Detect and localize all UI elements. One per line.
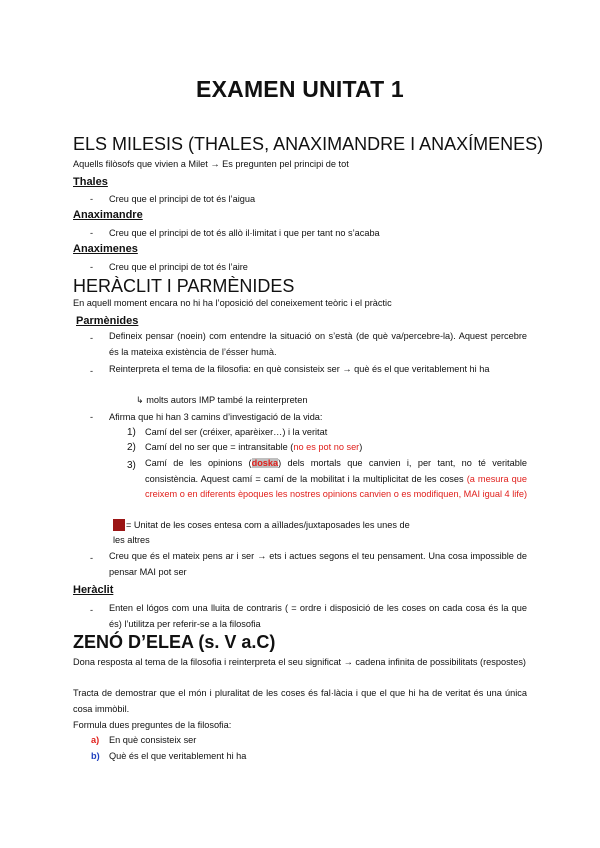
cami-1: Camí del ser (créixer, aparèixer…) i la veritat: [145, 427, 328, 437]
parmenides-point-2-note: ↳ molts autors IMP també la reinterpreten: [136, 395, 308, 405]
cami-3-number: 3): [127, 460, 136, 471]
question-a-label: a): [91, 735, 100, 745]
page-title: EXAMEN UNITAT 1: [196, 76, 404, 102]
cami-2-text: Camí del no ser que = intransitable (: [145, 442, 294, 452]
heraclit-label: Heràclit: [73, 584, 114, 596]
anaximandre-label: Anaximandre: [73, 209, 143, 221]
milesis-intro: Aquells filòsofs que vivien a Milet → Es pregunten pel principi de tot: [73, 159, 349, 169]
cami-2-red: no es pot no ser: [293, 442, 360, 452]
heading-heraclit-parmenides: HERÀCLIT I PARMÈNIDES: [73, 276, 295, 296]
heading-milesis: ELS MILESIS (THALES, ANAXIMANDRE I ANAXÍMENES): [73, 134, 544, 154]
legend-line-1: = Unitat de les coses entesa com a aïllades/juxtaposades les unes de: [126, 520, 410, 530]
thales-item: Creu que el principi de tot és l’aigua: [109, 194, 256, 204]
parmenides-point-1: Defineix pensar (noein) com entendre la situació on s’està (de què va/percebre-la). Aquest percebre és la mateixa existència de l’ésser humà.: [109, 331, 527, 357]
parmenides-point-3: Afirma que hi han 3 camins d’investigació de la vida:: [109, 412, 323, 422]
heading-zeno: ZENÓ D’ELEA (s. V a.C): [73, 632, 276, 652]
anaximenes-label: Anaximenes: [73, 243, 138, 255]
parmenides-point-2: Reinterpreta el tema de la filosofia: en què consisteix ser → què és el que veritablement hi ha: [109, 364, 490, 374]
bullet-dash: -: [90, 228, 94, 238]
bullet-dash: -: [90, 262, 94, 272]
heraclit-point-1: Enten el lógos com una lluita de contraris ( = ordre i disposició de les coses on cada cosa és la que és) l’utilitza per referir-se a la filosofia: [109, 603, 527, 629]
question-b: Què és el que veritablement hi ha: [109, 751, 247, 761]
color-marker-square: [113, 519, 125, 531]
bullet-dash: -: [90, 553, 94, 563]
zeno-paragraph-2: Tracta de demostrar que el món i pluralitat de les coses és fal·làcia i que el que hi ha de veritat és una única cosa immòbil.: [73, 688, 527, 714]
legend-line-2: les altres: [113, 535, 150, 545]
cami-2-number: 2): [127, 442, 136, 453]
bullet-dash: -: [90, 605, 94, 615]
anaximandre-item: Creu que el principi de tot és allò il·limitat i que per tant no s’acaba: [109, 228, 380, 238]
cami-2: [145, 441, 362, 454]
question-b-label: b): [91, 751, 100, 761]
heraclit-parmenides-intro: En aquell moment encara no hi ha l’oposició del coneixement teòric i el pràctic: [73, 298, 392, 308]
cami-3-text-b: ) dels mortals que canvien i, per tant, no té veritable consistència. Aquest camí = camí de la mobilitat i la multiplicitat de les coses: [145, 458, 527, 484]
bullet-dash: -: [90, 194, 94, 204]
anaximenes-item: Creu que el principi de tot és l’aire: [109, 262, 248, 272]
cami-1-number: 1): [127, 427, 136, 438]
cami-2-end: ): [359, 442, 363, 452]
cami-3: [145, 456, 527, 503]
thales-label: Thales: [73, 176, 108, 188]
bullet-dash: -: [90, 333, 94, 343]
bullet-dash: -: [90, 366, 94, 376]
zeno-paragraph-3: Formula dues preguntes de la filosofia:: [73, 720, 232, 730]
parmenides-label: Parmènides: [76, 315, 139, 327]
question-a: En què consisteix ser: [109, 735, 197, 745]
cami-3-text-a: Camí de les opinions (: [145, 458, 252, 468]
cami-3-doska: doska: [251, 458, 279, 468]
parmenides-point-4: Creu que és el mateix pens ar i ser → ets i actues segons el teu pensament. Una cosa impossible de pensar MAI pot ser: [109, 551, 527, 577]
cami-3-red: (a mesura que creixem o en diferents èpoques les nostres opinions canvien o es modifiquen, MAI igual 4 life): [145, 473, 528, 499]
bullet-dash: -: [90, 412, 94, 422]
zeno-paragraph-1: Dona resposta al tema de la filosofia i reinterpreta el seu significat → cadena infinita de possibilitats (respostes): [73, 657, 526, 667]
